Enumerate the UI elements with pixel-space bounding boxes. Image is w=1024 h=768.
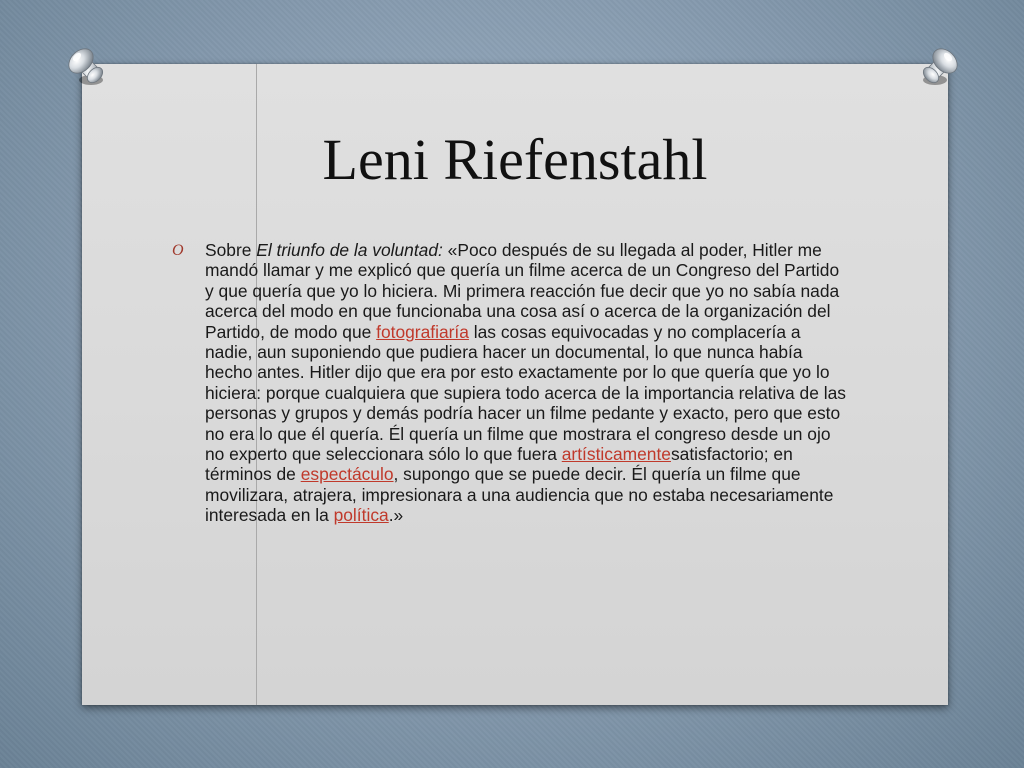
pushpin-icon <box>60 36 118 94</box>
paragraph-part-4: , supongo que se puede decir. Él quería un filme que movilizara, atrajera, impresionara a una audiencia que no estaba necesariamente interesada en la <box>205 464 834 526</box>
slide-title: Leni Riefenstahl <box>322 127 708 192</box>
paragraph-part-1: «Poco después de su llegada al poder, Hitler me mandó llamar y me explicó que quería un filme acerca de un Congreso del Partido y que quería que yo lo hiciera. Mi primera reacción fue decir que yo no sabía nada acerca del modo en que funcionaba una cosa así o acerca de la organización del Partido, de modo que <box>205 240 840 342</box>
link-espectaculo[interactable]: espectáculo <box>300 464 394 485</box>
work-title: El triunfo de la voluntad: <box>256 240 443 260</box>
link-artisticamente[interactable]: artísticamente <box>561 444 671 465</box>
quote-paragraph <box>205 240 852 526</box>
pushpin-icon <box>908 36 966 94</box>
paragraph-prefix: Sobre <box>205 240 257 260</box>
bullet-marker: O <box>172 242 184 259</box>
link-politica[interactable]: política <box>333 505 389 526</box>
paragraph-part-5: .» <box>388 505 404 526</box>
paragraph-part-3: satisfactorio; en términos de <box>205 444 793 485</box>
link-fotografiaria[interactable]: fotografiaría <box>376 321 469 342</box>
bullet-item <box>172 240 852 526</box>
paragraph-part-2: las cosas equivocadas y no complacería a nadie, aun suponiendo que pudiera hacer un documental, lo que nunca había hecho antes. Hitler dijo que era por esto exactamente por lo que quería que yo lo hiciera: porque cualquiera que supiera todo acerca de la importancia relativa de las personas y grupos y demás podría hacer un filme pedante y exacto, pero que esto no era lo que él quería. Él quería un filme que mostrara el congreso desde un ojo no experto que seleccionara sólo lo que fuera <box>205 321 846 465</box>
